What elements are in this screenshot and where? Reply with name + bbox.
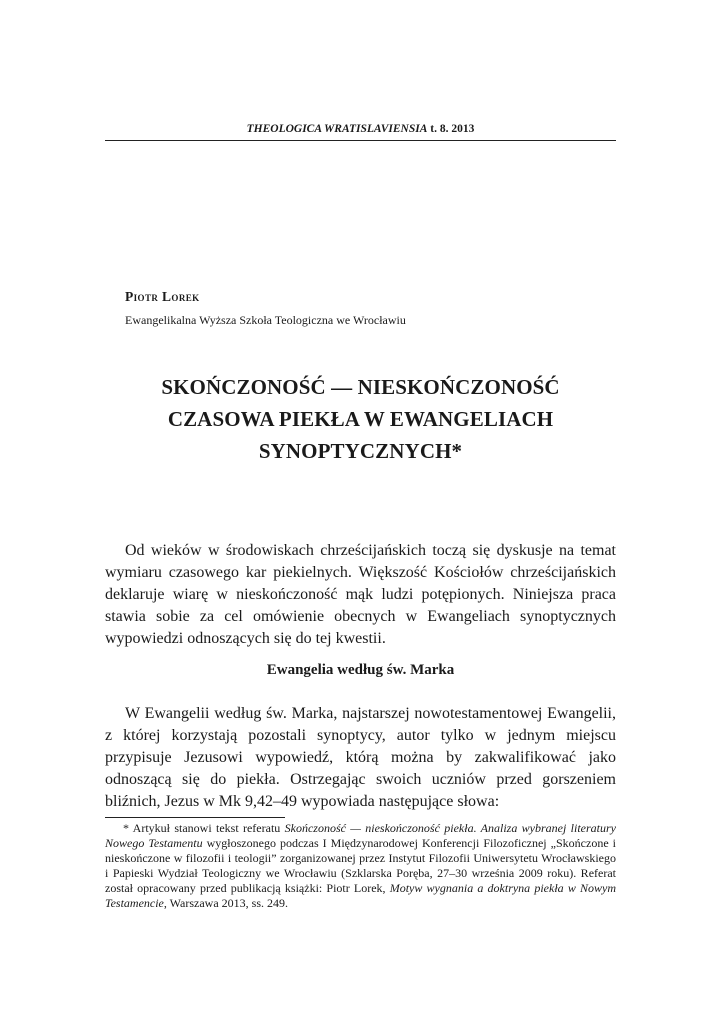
intro-paragraph: Od wieków w środowiskach chrześcijańskich toczą się dyskusje na temat wymiaru czasowego kar piekielnych. Większość Kościołów chrześcijańskich deklaruje wiarę w nieskończoność mąk ludzi potępionych. Niniejsza praca stawia sobie za cel omówienie obecnych w Ewangeliach synoptycznych wypowiedzi odnoszących się do tej kwestii. xyxy=(105,542,616,647)
author-name: Piotr Lorek xyxy=(125,289,200,304)
footnote-text-3: , Warszawa 2013, ss. 249. xyxy=(163,896,289,910)
header-rule xyxy=(105,140,616,141)
volume-info: t. 8. 2013 xyxy=(430,123,475,135)
footnote-italic-book: Motyw wygnania a doktryna piekła w Nowym Testamencie xyxy=(105,881,616,910)
footnote-text-1: Artykuł stanowi tekst referatu xyxy=(129,821,285,835)
footnote-marker: * xyxy=(123,821,129,835)
footnote-rule xyxy=(105,817,285,818)
title-line-1: SKOŃCZONOŚĆ — NIESKOŃCZONOŚĆ xyxy=(161,375,560,399)
title-line-3: SYNOPTYCZNYCH* xyxy=(258,439,463,463)
footnote-italic-title: Skończoność — nieskończoność piekła. Analiza wybranej literatury Nowego Testamentu xyxy=(105,821,616,850)
footnote-text-2: wygłoszonego podczas I Międzynarodowej Konferencji Filozoficznej „Skończone i nieskończone w filozofii i teologii” zorganizowanej przez Instytut Filozofii Uniwersytetu Wrocławskiego i Papieski Wydział Teologiczny we Wrocławiu (Szklarska Poręba, 27–30 września 2009 roku). Referat został opracowany przed publikacją książki: Piotr Lorek, xyxy=(105,836,617,895)
author-affiliation: Ewangelikalna Wyższa Szkoła Teologiczna we Wrocławiu xyxy=(125,313,406,327)
section-heading: Ewangelia według św. Marka xyxy=(266,662,455,678)
body-paragraph: W Ewangelii według św. Marka, najstarszej nowotestamentowej Ewangelii, z której korzystają pozostali synoptycy, autor tylko w jednym miejscu przypisuje Jezusowi wypowiedź, którą można by zakwalifikować jako odnoszącą się do piekła. Ostrzegając swoich uczniów przed gorszeniem bliźnich, Jezus w Mk 9,42–49 wypowiada następujące słowa: xyxy=(105,705,616,810)
footnote xyxy=(105,821,616,911)
journal-name: THEOLOGICA WRATISLAVIENSIA xyxy=(246,123,428,135)
article-title xyxy=(105,371,616,467)
title-line-2: CZASOWA PIEKŁA W EWANGELIACH xyxy=(167,407,554,431)
running-head xyxy=(105,123,616,135)
